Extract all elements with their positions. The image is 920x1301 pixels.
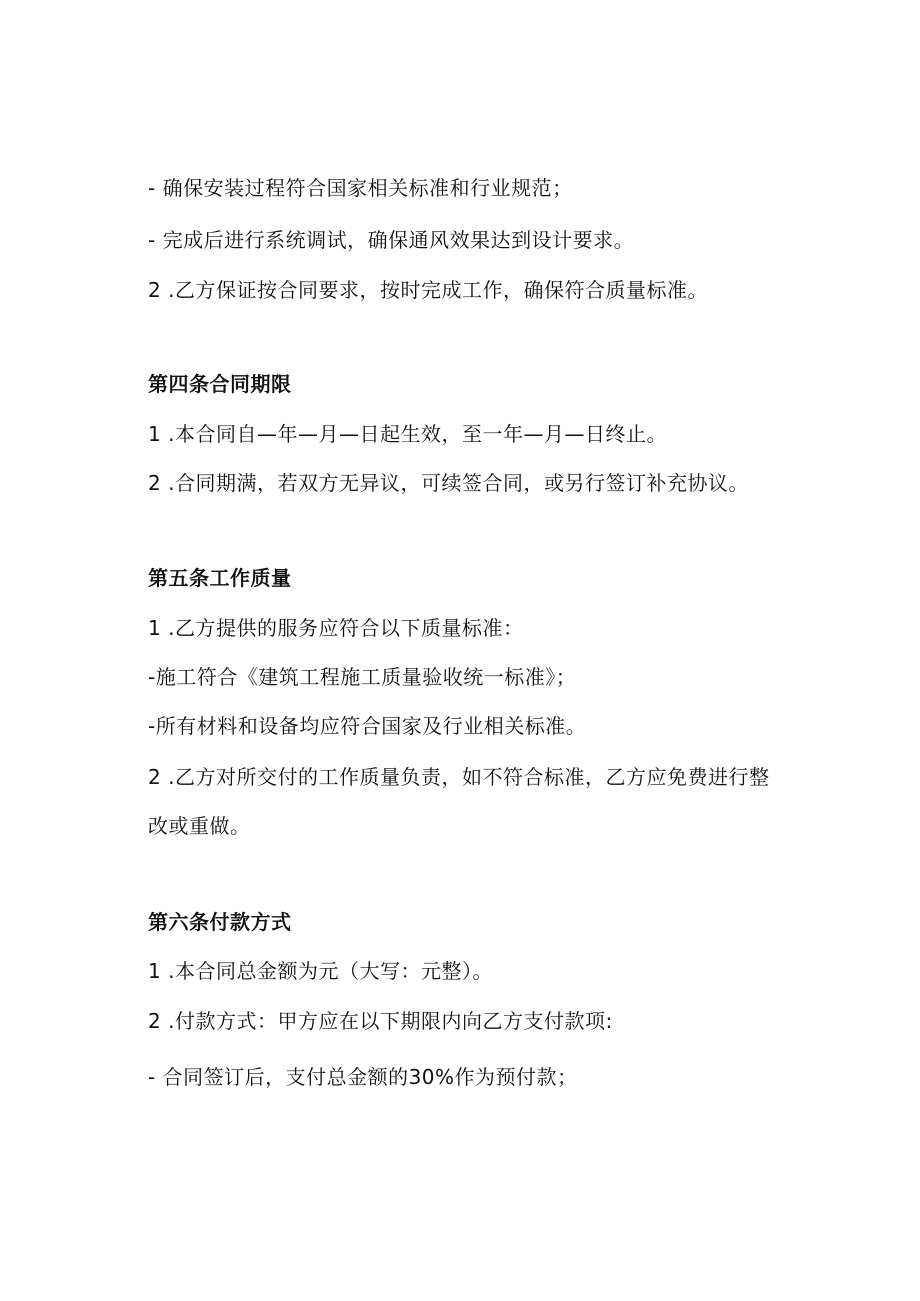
section6-title: 第六条付款方式 bbox=[148, 910, 292, 934]
paragraph-system-debug: - 完成后进行系统调试，确保通风效果达到设计要求。 bbox=[148, 228, 635, 252]
section5-item-5: 改或重做。 bbox=[148, 814, 251, 838]
paragraph-install-standards: - 确保安装过程符合国家相关标准和行业规范； bbox=[148, 176, 573, 200]
section5-item-2: -施工符合《建筑工程施工质量验收统一标准》； bbox=[148, 665, 577, 689]
paragraph-quality-guarantee: 2 .乙方保证按合同要求，按时完成工作，确保符合质量标准。 bbox=[148, 278, 708, 302]
section5-item-3: -所有材料和设备均应符合国家及行业相关标准。 bbox=[148, 714, 587, 738]
section4-item-2: 2 .合同期满，若双方无异议，可续签合同，或另行签订补充协议。 bbox=[148, 471, 749, 495]
section6-item-3: - 合同签订后，支付总金额的30%作为预付款； bbox=[148, 1065, 578, 1089]
section6-item-1: 1 .本合同总金额为元（大写：元整）。 bbox=[148, 959, 493, 983]
section4-title: 第四条合同期限 bbox=[148, 372, 292, 396]
section4-item-1: 1 .本合同自—年—月—日起生效，至一年—月—日终止。 bbox=[148, 422, 667, 446]
section5-item-1: 1 .乙方提供的服务应符合以下质量标准： bbox=[148, 616, 524, 640]
section5-title: 第五条工作质量 bbox=[148, 566, 292, 590]
section5-item-4: 2 .乙方对所交付的工作质量负责，如不符合标准，乙方应免费进行整 bbox=[148, 765, 770, 789]
section6-item-2: 2 .付款方式：甲方应在以下期限内向乙方支付款项: bbox=[148, 1009, 613, 1033]
